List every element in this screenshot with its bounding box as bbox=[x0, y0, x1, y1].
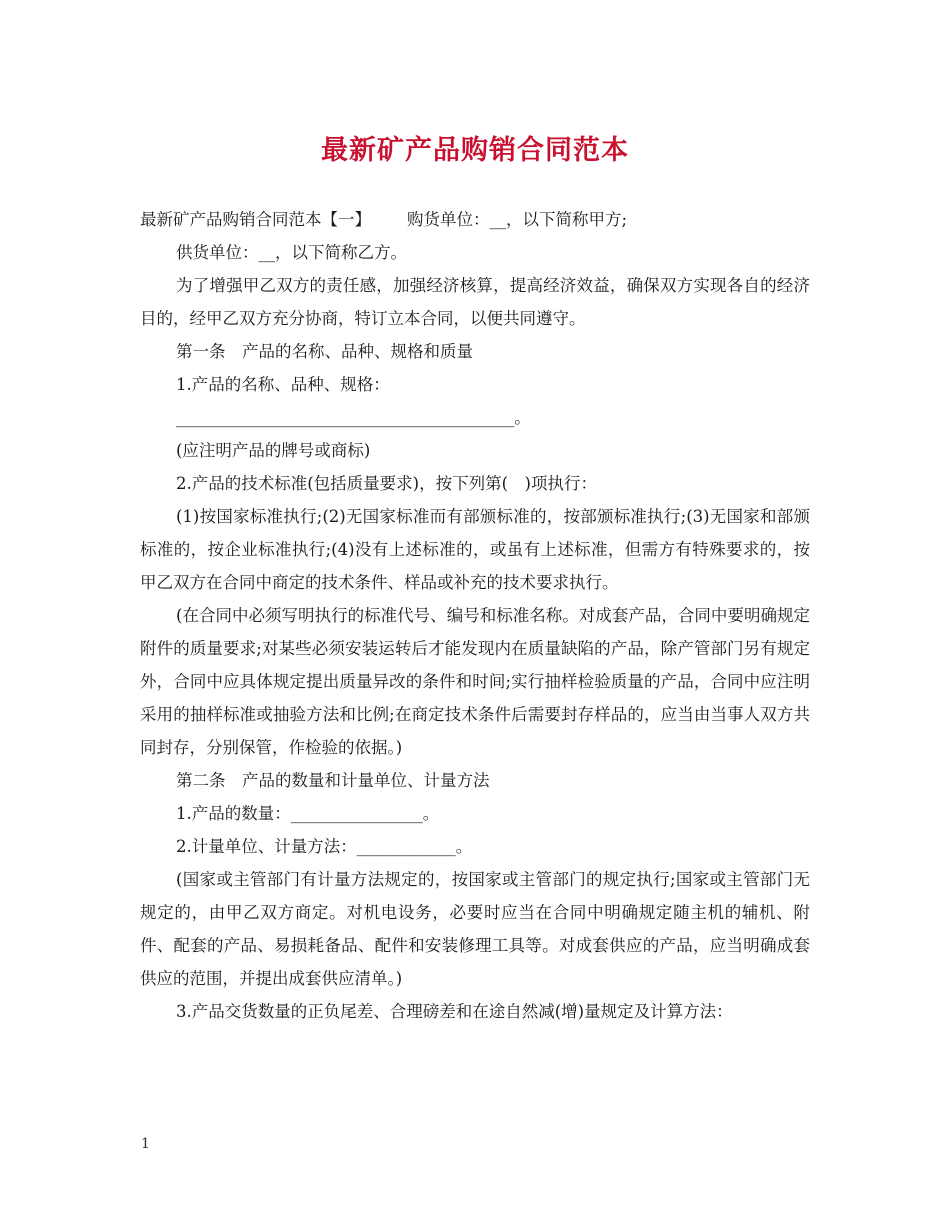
paragraph-tolerance: 3.产品交货数量的正负尾差、合理磅差和在途自然减(增)量规定及计算方法： bbox=[176, 1002, 733, 1021]
page-number: 1 bbox=[141, 1136, 150, 1152]
paragraph-product-name: 1.产品的名称、品种、规格： bbox=[176, 375, 390, 394]
paragraph-quantity: 1.产品的数量：________________。 bbox=[176, 804, 440, 823]
paragraph-measure-note: (国家或主管部门有计量方法规定的，按国家或主管部门的规定执行;国家或主管部门无规定的，由甲乙双方商定。对机电设务，必要时应当在合同中明确规定随主机的辅机、附件、配套的产品、易损耗备品、配件和安装修理工具等。对成套供应的产品，应当明确成套供应的范围，并提出成套供应清单。) bbox=[140, 870, 810, 988]
paragraph-brand-note: (应注明产品的牌号或商标) bbox=[176, 441, 371, 460]
paragraph-supplier: 供货单位：__，以下简称乙方。 bbox=[176, 243, 407, 262]
paragraph-blank-line: _________________________________________。 bbox=[176, 408, 531, 427]
article-1-heading: 第一条 产品的名称、品种、规格和质量 bbox=[176, 342, 473, 361]
paragraph-standard-options: (1)按国家标准执行;(2)无国家标准而有部颁标准的，按部颁标准执行;(3)无国家和部颁标准的，按企业标准执行;(4)没有上述标准的，或虽有上述标准，但需方有特殊要求的，按甲乙双方在合同中商定的技术条件、样品或补充的技术要求执行。 bbox=[140, 507, 810, 592]
paragraph-unit-method: 2.计量单位、计量方法：____________。 bbox=[176, 837, 473, 856]
contract-heading: 最新矿产品购销合同范本【一】 bbox=[140, 210, 371, 229]
paragraph-tech-standard: 2.产品的技术标准(包括质量要求)，按下列第( )项执行： bbox=[176, 474, 597, 493]
buyer-line: 购货单位：__，以下简称甲方; bbox=[407, 210, 628, 229]
paragraph-intro bbox=[140, 203, 810, 236]
document-body bbox=[140, 203, 810, 1028]
article-2-heading: 第二条 产品的数量和计量单位、计量方法 bbox=[176, 771, 490, 790]
paragraph-purpose: 为了增强甲乙双方的责任感，加强经济核算，提高经济效益，确保双方实现各自的经济目的，经甲乙双方充分协商，特订立本合同，以便共同遵守。 bbox=[140, 276, 810, 328]
paragraph-standard-note: (在合同中必须写明执行的标准代号、编号和标准名称。对成套产品，合同中要明确规定附件的质量要求;对某些必须安装运转后才能发现内在质量缺陷的产品，除产管部门另有规定外，合同中应具体规定提出质量异改的条件和时间;实行抽样检验质量的产品，合同中应注明采用的抽样标准或抽验方法和比例;在商定技术条件后需要封存样品的，应当由当事人双方共同封存，分别保管，作检验的依据。) bbox=[140, 606, 810, 757]
page-title: 最新矿产品购销合同范本 bbox=[321, 135, 629, 166]
